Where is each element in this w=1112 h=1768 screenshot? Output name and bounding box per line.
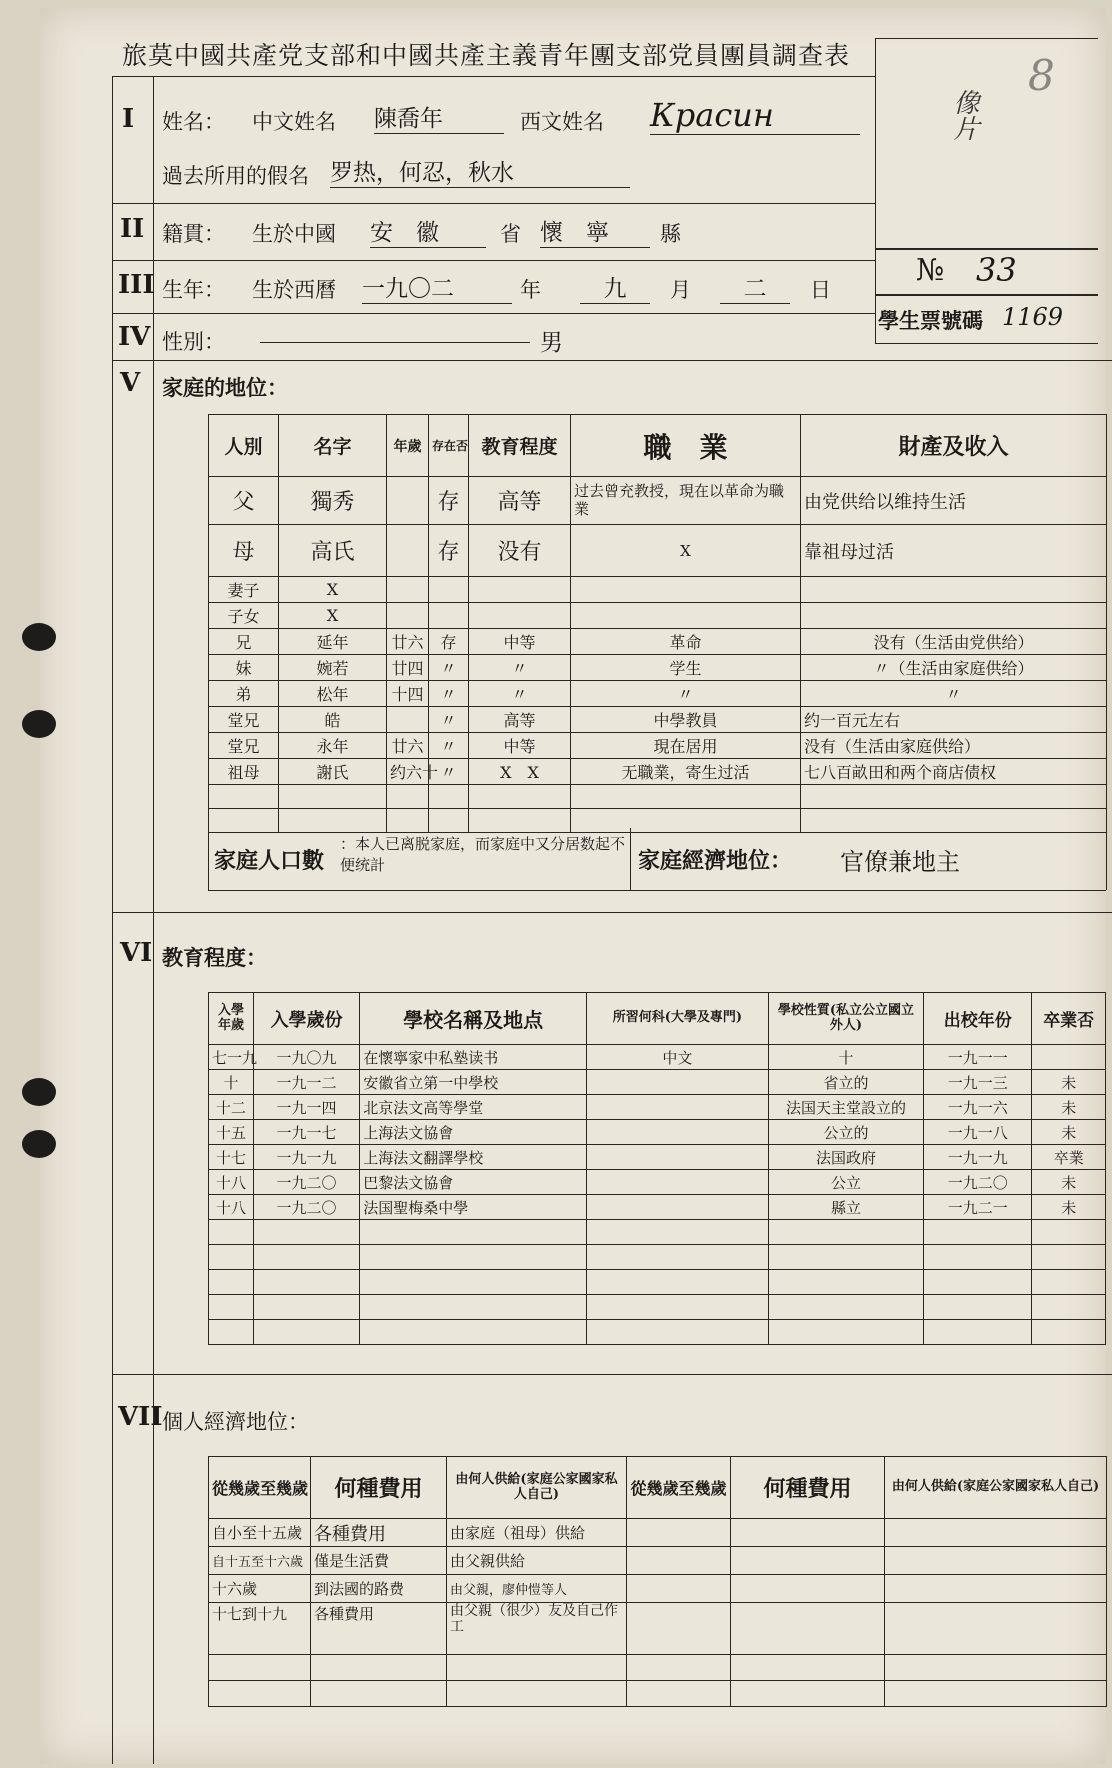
edu-out: 一九二一: [924, 1195, 1032, 1220]
family-age: [387, 577, 429, 603]
fin-by: 由父親（很少）友及自己作工: [447, 1603, 627, 1655]
family-alive: 存: [429, 477, 469, 525]
sex-label: 性別：: [162, 330, 225, 354]
number-box: [875, 248, 1098, 296]
family-header-alive: 存在否: [429, 415, 469, 477]
western-name-value: Красин: [650, 96, 860, 135]
photo-label: 像片: [949, 89, 979, 141]
finance-header-row: [209, 1457, 1107, 1519]
fin-range: 十七到十九: [209, 1603, 311, 1655]
left-border: [112, 76, 113, 1764]
family-job: X: [571, 525, 801, 577]
family-edu: 中等: [469, 629, 571, 655]
punch-hole: [22, 710, 56, 738]
table-row: [209, 785, 1107, 809]
section-roman-2: II: [120, 214, 145, 244]
section-roman-3: III: [118, 270, 155, 300]
alias-value: 罗热，何忍，秋水: [330, 154, 630, 188]
edu-subject: [586, 1145, 768, 1170]
punch-hole: [22, 1130, 56, 1158]
edu-grad: [1032, 1045, 1106, 1070]
family-relation: 兄: [209, 629, 279, 655]
table-row: [209, 1095, 1106, 1120]
number-value: 33: [976, 251, 1017, 289]
edu-header-year: 入學歲份: [253, 993, 359, 1045]
pop-bottom: [208, 890, 1106, 891]
edu-age: 十七: [209, 1145, 254, 1170]
family-job: 〃: [571, 681, 801, 707]
family-alive: 存: [429, 525, 469, 577]
family-label: 家庭的地位：: [162, 375, 288, 400]
table-row: [209, 1045, 1106, 1070]
photo-digit: 8: [1028, 51, 1055, 100]
family-age: [387, 603, 429, 629]
birth-day: 二: [720, 270, 790, 304]
table-row: [209, 759, 1107, 785]
family-name: 松年: [279, 681, 387, 707]
family-income: 靠祖母过活: [801, 525, 1107, 577]
fin-type: 僅是生活費: [311, 1547, 447, 1575]
edu-school: 巴黎法文協會: [360, 1170, 587, 1195]
family-header-row: [209, 415, 1107, 477]
edu-subject: [586, 1120, 768, 1145]
edu-nature: 法国政府: [768, 1145, 923, 1170]
table-row: [209, 1170, 1106, 1195]
birth-prefix: 生於西曆: [252, 278, 336, 302]
family-edu: 〃: [469, 655, 571, 681]
family-age: [387, 477, 429, 525]
family-name: 獨秀: [279, 477, 387, 525]
edu-age: 十二: [209, 1095, 254, 1120]
edu-year: 一九〇九: [253, 1045, 359, 1070]
birth-day-suffix: 日: [810, 278, 831, 302]
family-header-occupation: 職 業: [571, 415, 801, 477]
table-row: [209, 707, 1107, 733]
family-income: [801, 603, 1107, 629]
table-row: [209, 1245, 1106, 1270]
edu-subject: [586, 1170, 768, 1195]
fin-type: 各種費用: [311, 1519, 447, 1547]
family-income: 没有（生活由党供给）: [801, 629, 1107, 655]
family-income: 由党供给以维持生活: [801, 477, 1107, 525]
edu-nature: 縣立: [768, 1195, 923, 1220]
family-alive: 〃: [429, 733, 469, 759]
top-border: [112, 76, 875, 77]
divider: [112, 912, 1112, 913]
origin-label: 籍貫：: [162, 222, 225, 246]
table-row: [209, 1295, 1106, 1320]
family-relation: 祖母: [209, 759, 279, 785]
table-row: [209, 1655, 1107, 1681]
birth-month-suffix: 月: [670, 278, 691, 302]
punch-hole: [22, 623, 56, 651]
edu-grad: 未: [1032, 1170, 1106, 1195]
section-roman-1: I: [122, 104, 135, 134]
family-header-age: 年歲: [387, 415, 429, 477]
edu-school: 安徽省立第一中學校: [360, 1070, 587, 1095]
fin-header-range-2: 從幾歲至幾歲: [627, 1457, 731, 1519]
family-name: 婉若: [279, 655, 387, 681]
fin-by: 由父親，廖仲愷等人: [447, 1575, 627, 1603]
table-row: [209, 1603, 1107, 1655]
family-name: 永年: [279, 733, 387, 759]
fin-header-by-2: 由何人供給(家庭公家國家私人自己): [885, 1457, 1107, 1519]
edu-grad: 未: [1032, 1120, 1106, 1145]
punch-hole: [22, 1078, 56, 1106]
edu-age: 十五: [209, 1120, 254, 1145]
sex-underline: [260, 342, 530, 343]
edu-header-school: 學校名稱及地点: [360, 993, 587, 1045]
family-age: 廿四: [387, 655, 429, 681]
table-row: [209, 477, 1107, 525]
table-row: [209, 629, 1107, 655]
table-row: [209, 525, 1107, 577]
family-edu: [469, 577, 571, 603]
document-page: [40, 8, 1106, 1764]
family-pop-label: 家庭人口數: [214, 848, 325, 874]
divider: [112, 1374, 1112, 1375]
family-age: 十四: [387, 681, 429, 707]
family-relation: 父: [209, 477, 279, 525]
table-row: [209, 1547, 1107, 1575]
fin-range: 十六歲: [209, 1575, 311, 1603]
student-ticket-box: [875, 294, 1098, 344]
family-edu: 高等: [469, 477, 571, 525]
table-row: [209, 681, 1107, 707]
birth-month: 九: [580, 270, 650, 304]
family-age: [387, 707, 429, 733]
family-age: [387, 525, 429, 577]
family-edu: [469, 603, 571, 629]
edu-out: 一九一八: [924, 1120, 1032, 1145]
edu-nature: 十: [768, 1045, 923, 1070]
edu-nature: 法国天主堂設立的: [768, 1095, 923, 1120]
edu-header-grad: 卒業否: [1032, 993, 1106, 1045]
family-income: 七八百畝田和两个商店债权: [801, 759, 1107, 785]
family-job: [571, 577, 801, 603]
family-job: 中學教員: [571, 707, 801, 733]
family-alive: 〃: [429, 655, 469, 681]
edu-grad: 未: [1032, 1095, 1106, 1120]
pop-border: [208, 828, 209, 890]
family-income: 约一百元左右: [801, 707, 1107, 733]
family-age: 约六十: [387, 759, 429, 785]
education-header-row: [209, 993, 1106, 1045]
fin-header-type-2: 何種費用: [731, 1457, 885, 1519]
edu-nature: 公立: [768, 1170, 923, 1195]
edu-school: 上海法文協會: [360, 1120, 587, 1145]
family-pop-value: ：本人已离脱家庭，而家庭中又分居数起不便统計: [340, 835, 626, 874]
family-alive: [429, 577, 469, 603]
table-row: [209, 809, 1107, 833]
form-title: 旅莫中國共產党支部和中國共產主義青年團支部党員團員調查表: [122, 41, 851, 70]
table-row: [209, 577, 1107, 603]
family-job: 学生: [571, 655, 801, 681]
section-roman-4: IV: [118, 322, 151, 352]
edu-school: 上海法文翻譯學校: [360, 1145, 587, 1170]
family-income: 没有（生活由家庭供给）: [801, 733, 1107, 759]
table-row: [209, 655, 1107, 681]
edu-header-out: 出校年份: [924, 993, 1032, 1045]
table-row: [209, 1681, 1107, 1707]
divider: [112, 260, 875, 261]
divider: [112, 203, 875, 204]
family-relation: 子女: [209, 603, 279, 629]
table-row: [209, 1320, 1106, 1345]
fin-type: 各種費用: [311, 1603, 447, 1655]
student-ticket-value: 1169: [1002, 303, 1064, 331]
family-job: 革命: [571, 629, 801, 655]
family-income: 〃（生活由家庭供给）: [801, 655, 1107, 681]
section-roman-5: V: [120, 368, 141, 398]
divider: [112, 313, 875, 314]
table-row: [209, 1220, 1106, 1245]
family-relation: 堂兄: [209, 733, 279, 759]
family-alive: 〃: [429, 759, 469, 785]
pop-divider: [630, 828, 631, 890]
family-relation: 堂兄: [209, 707, 279, 733]
edu-header-subject: 所習何科(大學及專門): [586, 993, 768, 1045]
education-table: [208, 992, 1106, 1345]
edu-out: 一九一一: [924, 1045, 1032, 1070]
section-roman-6: VI: [120, 938, 153, 968]
family-header-relation: 人別: [209, 415, 279, 477]
fin-by: 由父親供給: [447, 1547, 627, 1575]
family-relation: 弟: [209, 681, 279, 707]
table-row: [209, 1070, 1106, 1095]
family-header-name: 名字: [279, 415, 387, 477]
education-label: 教育程度：: [162, 945, 267, 970]
table-row: [209, 603, 1107, 629]
edu-year: 一九一九: [253, 1145, 359, 1170]
family-relation: 妻子: [209, 577, 279, 603]
family-name: 高氏: [279, 525, 387, 577]
personal-finance-label: 個人經濟地位：: [162, 1410, 309, 1434]
chinese-name-label: 中文姓名: [252, 110, 336, 134]
family-alive: 〃: [429, 681, 469, 707]
table-row: [209, 1519, 1107, 1547]
fin-header-range: 從幾歲至幾歲: [209, 1457, 311, 1519]
edu-year: 一九一二: [253, 1070, 359, 1095]
family-alive: 〃: [429, 707, 469, 733]
edu-subject: [586, 1195, 768, 1220]
table-row: [209, 1575, 1107, 1603]
family-name: X: [279, 603, 387, 629]
chinese-name-value: 陳喬年: [374, 100, 504, 134]
edu-grad: 卒業: [1032, 1145, 1106, 1170]
edu-grad: 未: [1032, 1195, 1106, 1220]
family-relation: 妹: [209, 655, 279, 681]
fin-range: 自十五至十六歲: [209, 1547, 311, 1575]
edu-school: 法国聖梅桑中學: [360, 1195, 587, 1220]
table-row: [209, 1120, 1106, 1145]
table-row: [209, 733, 1107, 759]
edu-age: 七一九: [209, 1045, 254, 1070]
edu-age: 十八: [209, 1195, 254, 1220]
edu-out: 一九一三: [924, 1070, 1032, 1095]
origin-county-suffix: 縣: [660, 222, 681, 246]
pop-border: [1106, 828, 1107, 890]
edu-school: 北京法文高等學堂: [360, 1095, 587, 1120]
fin-by: 由家庭（祖母）供給: [447, 1519, 627, 1547]
family-age: 廿六: [387, 629, 429, 655]
fin-header-type: 何種費用: [311, 1457, 447, 1519]
birth-year-suffix: 年: [520, 278, 541, 302]
roman-column-border: [153, 76, 154, 1764]
fin-header-by: 由何人供給(家庭公家國家私人自己): [447, 1457, 627, 1519]
number-prefix: №: [916, 253, 945, 288]
family-edu: 〃: [469, 681, 571, 707]
family-edu: X X: [469, 759, 571, 785]
fin-range: 自小至十五歲: [209, 1519, 311, 1547]
edu-out: 一九一六: [924, 1095, 1032, 1120]
edu-subject: 中文: [586, 1045, 768, 1070]
edu-out: 一九一九: [924, 1145, 1032, 1170]
edu-grad: 未: [1032, 1070, 1106, 1095]
table-row: [209, 1145, 1106, 1170]
edu-out: 一九二〇: [924, 1170, 1032, 1195]
family-edu: 高等: [469, 707, 571, 733]
finance-table: [208, 1456, 1107, 1707]
name-label: 姓名：: [162, 110, 225, 134]
edu-nature: 省立的: [768, 1070, 923, 1095]
origin-province-suffix: 省: [500, 222, 521, 246]
family-job: 現在居用: [571, 733, 801, 759]
family-income: [801, 577, 1107, 603]
birth-year: 一九〇二: [362, 270, 512, 304]
family-age: 廿六: [387, 733, 429, 759]
table-row: [209, 1195, 1106, 1220]
alias-label: 過去所用的假名: [162, 164, 309, 188]
edu-year: 一九二〇: [253, 1170, 359, 1195]
family-econ-value: 官僚兼地主: [840, 848, 960, 876]
fin-type: 到法國的路费: [311, 1575, 447, 1603]
family-name: 謝氏: [279, 759, 387, 785]
student-ticket-label: 學生票號碼: [878, 308, 983, 333]
edu-age: 十: [209, 1070, 254, 1095]
section-roman-7: VII: [118, 1402, 163, 1432]
western-name-label: 西文姓名: [520, 110, 604, 134]
family-income: 〃: [801, 681, 1107, 707]
edu-year: 一九二〇: [253, 1195, 359, 1220]
sex-value: 男: [540, 330, 563, 356]
family-job: [571, 603, 801, 629]
family-name: X: [279, 577, 387, 603]
divider: [112, 360, 1112, 361]
origin-prefix: 生於中國: [252, 222, 336, 246]
edu-year: 一九一七: [253, 1120, 359, 1145]
edu-subject: [586, 1095, 768, 1120]
family-edu: 没有: [469, 525, 571, 577]
edu-subject: [586, 1070, 768, 1095]
family-alive: [429, 603, 469, 629]
family-job: 过去曾充教授，現在以革命为職業: [571, 477, 801, 525]
family-job: 无職業，寄生过活: [571, 759, 801, 785]
origin-province: 安 徽: [370, 214, 486, 248]
family-name: 延年: [279, 629, 387, 655]
family-econ-label: 家庭經濟地位：: [638, 848, 793, 874]
family-header-income: 財產及收入: [801, 415, 1107, 477]
edu-year: 一九一四: [253, 1095, 359, 1120]
table-row: [209, 1270, 1106, 1295]
photo-box: [875, 38, 1098, 250]
family-alive: 存: [429, 629, 469, 655]
edu-school: 在懷寧家中私塾读书: [360, 1045, 587, 1070]
family-relation: 母: [209, 525, 279, 577]
family-header-education: 教育程度: [469, 415, 571, 477]
birth-label: 生年：: [162, 278, 225, 302]
family-name: 皓: [279, 707, 387, 733]
edu-header-nature: 學校性質(私立公立國立外人): [768, 993, 923, 1045]
origin-county: 懷 寧: [540, 214, 650, 248]
edu-nature: 公立的: [768, 1120, 923, 1145]
family-edu: 中等: [469, 733, 571, 759]
edu-age: 十八: [209, 1170, 254, 1195]
family-table: [208, 414, 1107, 833]
edu-header-age: 入學年歲: [209, 993, 254, 1045]
